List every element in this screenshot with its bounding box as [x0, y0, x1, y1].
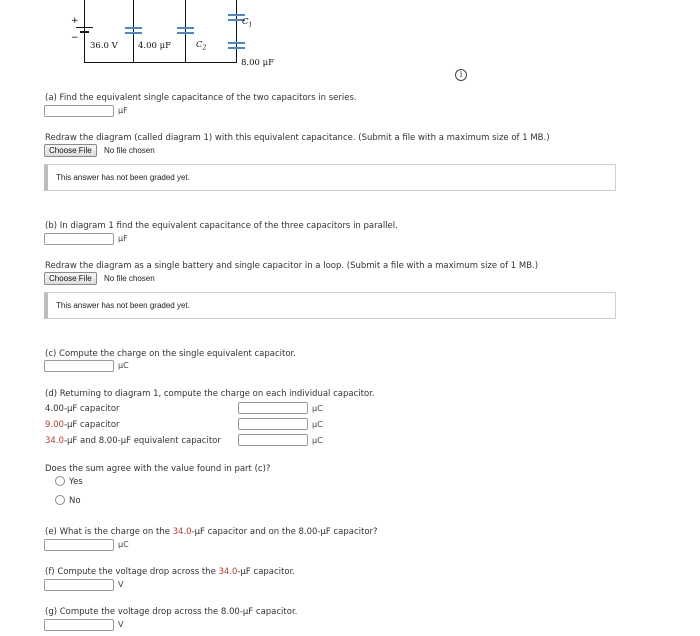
cap-c2-label: $C_2$ [196, 40, 207, 52]
battery-voltage-label: 36.0 V [90, 41, 118, 51]
part-e-input[interactable] [44, 539, 114, 551]
part-f-input[interactable] [44, 579, 114, 591]
redraw1-no-file-text: No file chosen [104, 146, 155, 155]
part-g-input[interactable] [44, 619, 114, 631]
part-b-input[interactable] [44, 233, 114, 245]
redraw2-graded-notice: This answer has not been graded yet. [44, 292, 616, 319]
part-b-unit: μF [118, 234, 128, 243]
part-e-unit: μC [118, 540, 129, 549]
part-d-row-3-label: 34.0-μF and 8.00-μF equivalent capacitor [45, 436, 221, 446]
part-b-question: (b) In diagram 1 find the equivalent capacitance of the three capacitors in parallel. [45, 221, 398, 231]
part-d-question: (d) Returning to diagram 1, compute the charge on each individual capacitor. [45, 389, 375, 399]
part-a-input[interactable] [44, 105, 114, 117]
radio-no[interactable] [55, 495, 65, 505]
redraw2-choose-file-button[interactable]: Choose File [44, 272, 97, 285]
sum-agree-question: Does the sum agree with the value found in part (c)? [45, 464, 271, 474]
radio-yes[interactable] [55, 476, 65, 486]
cap-c2-plate-top [177, 27, 194, 29]
part-c-unit: μC [118, 361, 129, 370]
redraw1-choose-file-button[interactable]: Choose File [44, 144, 97, 157]
part-a-question: (a) Find the equivalent single capacitance of the two capacitors in series. [45, 93, 357, 103]
battery-plus-sign: + [71, 16, 79, 26]
battery-plate-long [76, 27, 93, 28]
part-d-row-1-unit: μC [312, 404, 323, 413]
cap-4uF-plate-bottom [125, 32, 142, 34]
wire-col-3 [236, 0, 237, 63]
part-c-input[interactable] [44, 360, 114, 372]
cap-8uF-plate-bottom [228, 47, 245, 49]
part-d-row-3-input[interactable] [238, 434, 308, 446]
part-d-row-1-label: 4.00-μF capacitor [45, 404, 120, 414]
part-f-unit: V [118, 580, 124, 589]
cap-8uF-plate-top [228, 42, 245, 44]
redraw1-graded-notice: This answer has not been graded yet. [44, 164, 616, 191]
redraw2-instructions: Redraw the diagram as a single battery and single capacitor in a loop. (Submit a file with a maximum size of 1 MB.) [45, 261, 539, 271]
part-d-row-2-input[interactable] [238, 418, 308, 430]
cap-4uF-label: 4.00 μF [138, 41, 172, 51]
part-d-row-3-unit: μC [312, 436, 323, 445]
part-g-unit: V [118, 620, 124, 629]
cap-c2-plate-bottom [177, 32, 194, 34]
part-d-row-2-label: 9.00-μF capacitor [45, 420, 120, 430]
part-e-question: (e) What is the charge on the 34.0-μF capacitor and on the 8.00-μF capacitor? [45, 527, 378, 537]
cap-c1-plate-top [228, 14, 245, 16]
radio-no-label: No [69, 496, 81, 506]
info-icon[interactable]: i [455, 69, 467, 81]
cap-8uF-label: 8.00 μF [241, 58, 275, 68]
wire-bottom [84, 62, 237, 63]
part-a-unit: μF [118, 106, 128, 115]
cap-c1-label: $C_1$ [242, 17, 253, 29]
battery-minus-sign: − [71, 33, 79, 43]
redraw2-no-file-text: No file chosen [104, 274, 155, 283]
part-g-question: (g) Compute the voltage drop across the 8.00-μF capacitor. [45, 607, 298, 617]
cap-4uF-plate-top [125, 27, 142, 29]
part-c-question: (c) Compute the charge on the single equivalent capacitor. [45, 349, 296, 359]
part-d-row-2-unit: μC [312, 420, 323, 429]
part-f-question: (f) Compute the voltage drop across the 34.0-μF capacitor. [45, 567, 295, 577]
radio-yes-label: Yes [69, 477, 83, 487]
battery-plate-short [80, 31, 89, 33]
redraw1-instructions: Redraw the diagram (called diagram 1) with this equivalent capacitance. (Submit a file with a maximum size of 1 MB.) [45, 133, 550, 143]
part-d-row-1-input[interactable] [238, 402, 308, 414]
